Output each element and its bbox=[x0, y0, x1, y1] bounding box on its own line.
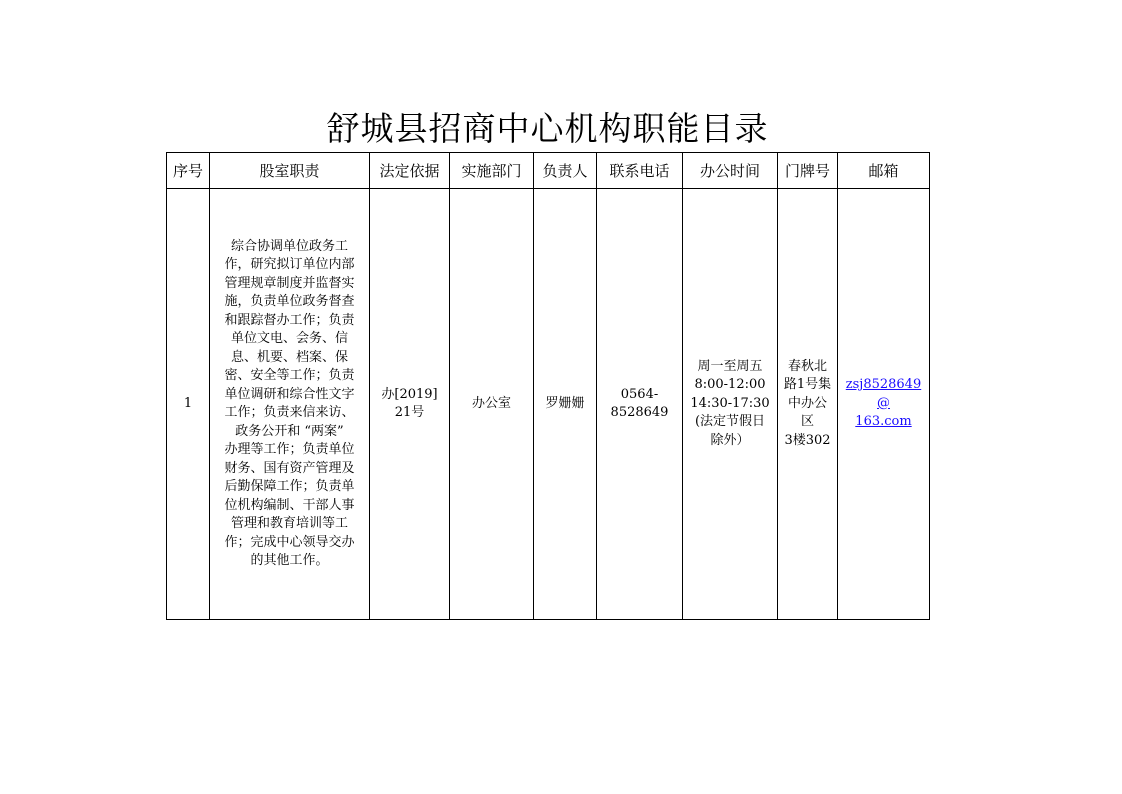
header-department: 实施部门 bbox=[450, 153, 534, 189]
header-phone: 联系电话 bbox=[597, 153, 683, 189]
header-person: 负责人 bbox=[534, 153, 597, 189]
cell-person: 罗姗姗 bbox=[534, 189, 597, 620]
cell-seq: 1 bbox=[167, 189, 210, 620]
cell-department: 办公室 bbox=[450, 189, 534, 620]
cell-legal-basis: 办[2019] 21号 bbox=[370, 189, 450, 620]
cell-duties: 综合协调单位政务工 作，研究拟订单位内部 管理规章制度并监督实 施，负责单位政务督查 和跟踪督办工作；负责 单位文电、会务、信 息、机要、档案、保 密、安全等工作；负责 单位调研和综合性文字 工作；负责来信来访、 政务公开和 “两案” 办理等工作；负责单位 财务、国有资产管理及 后勤保障工作；负责单 位机构编制、干部人事 管理和教育培训等工 作；完成中心领导交办 的其他工作。 bbox=[210, 189, 370, 620]
cell-email bbox=[838, 189, 930, 620]
header-seq: 序号 bbox=[167, 153, 210, 189]
header-room-number: 门牌号 bbox=[778, 153, 838, 189]
header-legal-basis: 法定依据 bbox=[370, 153, 450, 189]
email-link[interactable]: zsj8528649@ 163.com bbox=[845, 377, 922, 430]
function-directory-table bbox=[166, 152, 930, 620]
cell-room-number: 春秋北 路1号集 中办公 区 3楼302 bbox=[778, 189, 838, 620]
cell-phone: 0564- 8528649 bbox=[597, 189, 683, 620]
header-email: 邮箱 bbox=[838, 153, 930, 189]
header-row bbox=[167, 153, 930, 189]
cell-office-hours: 周一至周五 8:00-12:00 14:30-17:30 (法定节假日 除外） bbox=[683, 189, 778, 620]
page-title: 舒城县招商中心机构职能目录 bbox=[326, 109, 769, 148]
header-duties: 股室职责 bbox=[210, 153, 370, 189]
header-office-hours: 办公时间 bbox=[683, 153, 778, 189]
table-row bbox=[167, 189, 930, 620]
